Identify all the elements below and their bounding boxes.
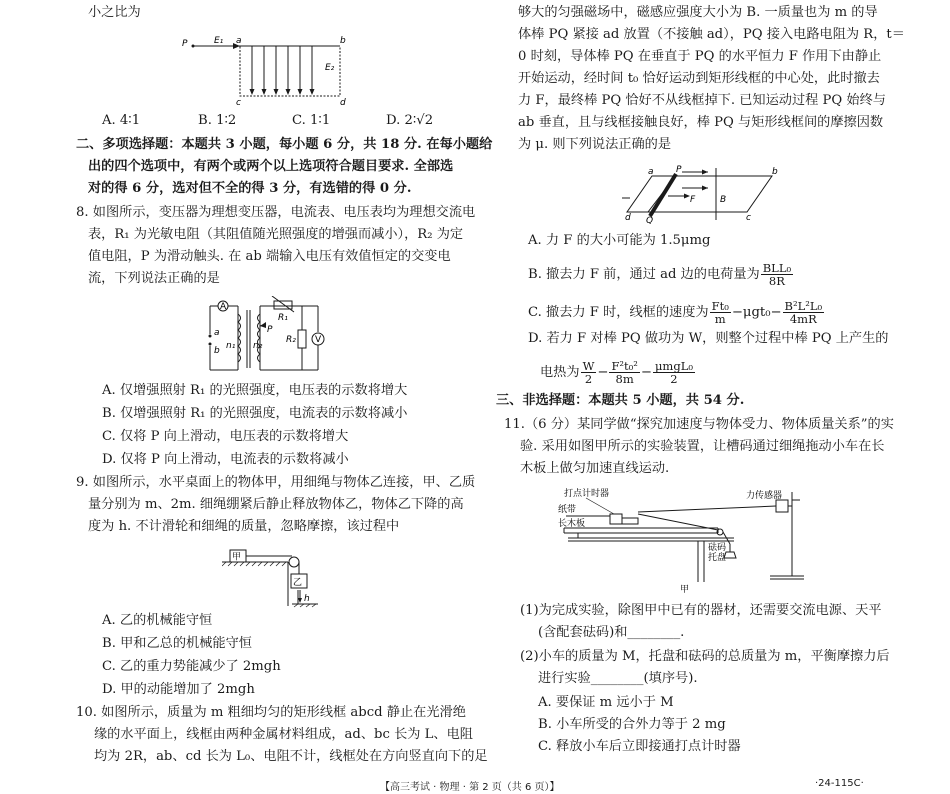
q10-option-c [528, 300, 825, 325]
q10-b-denominator: 8R [768, 274, 785, 288]
q10-line3: 均为 2R，ab、cd 长为 L₀、电阻不计，线框处在方向竖直向下的足 [94, 749, 488, 764]
q9-line1: 9. 如图所示，水平桌面上的物体甲，用细绳与物体乙连接，甲、乙质 [76, 475, 476, 490]
q10-cont-line4: 开始运动，经时间 t₀ 恰好运动到矩形线框的中心处，此时撤去 [518, 71, 880, 86]
q9-height-label: h [304, 594, 310, 604]
q10-c-fraction2 [783, 300, 825, 325]
q11-part2-line2: 进行实验________(填序号). [538, 671, 698, 686]
q8-option-b: B. 仅增强照射 R₁ 的光照强度，电流表的示数将减小 [102, 406, 408, 421]
q9-block-yi-label: 乙 [293, 578, 303, 588]
q10-cont-line7: 为 μ. 则下列说法正确的是 [518, 137, 672, 152]
q10-option-c-text: C. 撤去力 F 时，线框的速度为 [528, 305, 709, 320]
q10-label-a: a [648, 167, 654, 177]
q10-c-fraction1 [710, 300, 731, 325]
q10-option-b [528, 262, 794, 287]
q7-option-b: B. 1∶2 [198, 113, 237, 128]
q11-option-a: A. 要保证 m 远小于 M [538, 695, 674, 710]
q7-stem-tail: 小之比为 [88, 5, 141, 20]
section2-line1: 二、多项选择题：本题共 3 小题，每小题 6 分，共 18 分. 在每小题给 [76, 137, 493, 152]
q10-c-f2-num: B²L²L₀ [784, 299, 823, 313]
q10-label-F: F [690, 195, 696, 205]
q10-label-P: P [676, 165, 682, 175]
q9-option-c: C. 乙的重力势能减少了 2mgh [102, 659, 281, 674]
q10-option-d-line2 [540, 360, 696, 385]
q10-c-middle: −μgt₀− [731, 305, 782, 320]
q10-d-minus1: − [597, 365, 609, 380]
q10-cont-line6: ab 垂直，且与线框接触良好，棒 PQ 与矩形线框间的摩擦因数 [518, 115, 884, 130]
q9-block-jia-label: 甲 [232, 552, 242, 563]
section2-line3: 对的得 6 分，选对但不全的得 3 分，有选错的得 0 分. [88, 181, 412, 196]
q7-label-P: P [182, 39, 188, 49]
q8-n2-label: n₂ [253, 341, 263, 351]
voltmeter-label: V [315, 335, 322, 345]
q10-d-fraction3 [653, 360, 695, 385]
q10-label-c: c [746, 213, 751, 223]
ammeter-label: A [220, 302, 227, 312]
q9-pulley-figure [222, 546, 322, 608]
q8-option-d: D. 仅将 P 向上滑动，电流表的示数将减小 [102, 452, 349, 467]
q10-option-b-fraction [761, 262, 793, 287]
q7-label-a: a [236, 36, 242, 46]
q10-cont-line2: 体棒 PQ 紧接 ad 放置（不接触 ad），PQ 接入电路电阻为 R，t＝ [518, 27, 905, 42]
q11-line3: 木板上做匀加速直线运动. [520, 461, 670, 476]
q9-option-b: B. 甲和乙总的机械能守恒 [102, 636, 252, 651]
q10-option-b-text: B. 撤去力 F 前，通过 ad 边的电荷量为 [528, 267, 760, 282]
section2-line2: 出的四个选项中，有两个或两个以上选项符合题目要求. 全部选 [88, 159, 454, 174]
q7-option-a: A. 4∶1 [102, 113, 141, 128]
q11-part1-line1: (1)为完成实验，除图甲中已有的器材，还需要交流电源、天平 [520, 603, 882, 618]
q10-label-B: B [720, 195, 727, 205]
q11-apparatus-figure [558, 486, 808, 594]
q10-d-f2-den: 8m [615, 372, 634, 386]
q8-option-a: A. 仅增强照射 R₁ 的光照强度，电压表的示数将增大 [102, 383, 408, 398]
q10-line2: 缘的水平面上，线框由两种金属材料组成，ad、bc 长为 L、电阻 [94, 727, 473, 742]
q11-tape-label: 纸带 [558, 505, 577, 515]
q10-label-d: d [625, 213, 631, 223]
q11-line2: 验. 采用如图甲所示的实验装置，让槽码通过细绳拖动小车在长 [520, 439, 885, 454]
q10-d-text: 电热为 [540, 365, 580, 380]
q10-d-f2-num: F²t₀² [611, 359, 638, 373]
q7-label-c: c [236, 98, 241, 106]
q10-c-f2-den: 4mR [789, 312, 817, 326]
q8-terminal-b: b [214, 346, 220, 356]
q8-option-c: C. 仅将 P 向上滑动，电压表的示数将增大 [102, 429, 349, 444]
q10-d-f3-num: μmgL₀ [654, 359, 693, 373]
q7-label-d: d [340, 98, 346, 106]
q7-option-d: D. 2∶√2 [386, 113, 434, 128]
q7-field-figure [180, 34, 370, 106]
q10-cont-line5: 力 F，最终棒 PQ 恰好不从线框掉下. 已知运动过程 PQ 始终与 [518, 93, 886, 108]
page-code: ·24-115C· [815, 778, 864, 789]
q11-part2-line1: (2)小车的质量为 M，托盘和砝码的总质量为 m，平衡摩擦力后 [520, 649, 890, 664]
q8-P-label: P [267, 325, 273, 335]
q10-d-minus2: − [640, 365, 652, 380]
q11-timer-label: 打点计时器 [564, 489, 610, 499]
q10-d-f3-den: 2 [670, 372, 678, 386]
q9-line3: 度为 h. 不计滑轮和细绳的质量，忽略摩擦，该过程中 [88, 519, 400, 534]
q10-d-fraction1 [581, 360, 597, 385]
section3-heading: 三、非选择题：本题共 5 小题，共 54 分. [496, 393, 745, 408]
q10-c-f1-num: Ft₀ [711, 299, 729, 313]
page-footer: 【高三考试 · 物理 · 第 2 页（共 6 页）】 [380, 782, 560, 793]
q7-label-b: b [340, 36, 346, 46]
q8-line3: 值电阻，P 为滑动触头. 在 ab 端输入电压有效值恒定的交变电 [88, 249, 451, 264]
q11-part1-line2: (含配套砝码)和________. [538, 625, 685, 640]
q9-option-d: D. 甲的动能增加了 2mgh [102, 682, 255, 697]
q10-label-b: b [772, 167, 778, 177]
q11-sensor-label: 力传感器 [746, 491, 783, 501]
q8-line1: 8. 如图所示，变压器为理想变压器，电流表、电压表均为理想交流电 [76, 205, 476, 220]
q11-option-c: C. 释放小车后立即接通打点计时器 [538, 739, 741, 754]
q11-board-label: 长木板 [558, 519, 586, 529]
q9-option-a: A. 乙的机械能守恒 [102, 613, 213, 628]
q8-transformer-circuit [198, 296, 338, 378]
q10-cont-line1: 够大的匀强磁场中，磁感应强度大小为 B. 一质量也为 m 的导 [518, 5, 878, 20]
q10-cont-line3: 0 时刻，导体棒 PQ 在垂直于 PQ 的水平恒力 F 作用下由静止 [518, 49, 882, 64]
q10-d-f1-den: 2 [584, 372, 593, 386]
q10-option-a: A. 力 F 的大小可能为 1.5μmg [528, 233, 711, 248]
q7-label-E1: E₁ [214, 36, 224, 46]
q10-frame-figure [622, 162, 782, 224]
q8-terminal-a: a [214, 328, 220, 338]
q8-R2-label: R₂ [286, 335, 296, 345]
q8-line4: 流，下列说法正确的是 [88, 271, 220, 286]
q8-R1-label: R₁ [278, 313, 288, 323]
q10-d-fraction2 [609, 360, 639, 385]
q11-figure-caption: 甲 [680, 585, 690, 594]
q7-option-c: C. 1∶1 [292, 113, 331, 128]
q10-label-Q: Q [646, 216, 654, 224]
q11-option-b: B. 小车所受的合外力等于 2 mg [538, 717, 726, 732]
q11-tray-label: 托盘 [708, 553, 727, 563]
q10-option-d-line1: D. 若力 F 对棒 PQ 做功为 W，则整个过程中棒 PQ 上产生的 [528, 331, 889, 346]
q8-line2: 表，R₁ 为光敏电阻（其阻值随光照强度的增强而减小），R₂ 为定 [88, 227, 464, 242]
q9-line2: 量分别为 m、2m. 细绳绷紧后静止释放物体乙，物体乙下降的高 [88, 497, 464, 512]
q8-n1-label: n₁ [226, 341, 236, 351]
q10-c-f1-den: m [714, 312, 726, 326]
q10-line1: 10. 如图所示，质量为 m 粗细均匀的矩形线框 abcd 静止在光滑绝 [76, 705, 466, 720]
q10-d-f1-num: W [582, 359, 595, 373]
q11-weights-label: 砝码 [708, 543, 727, 553]
q11-line1: 11.（6 分）某同学做“探究加速度与物体受力、物体质量关系”的实 [504, 417, 894, 432]
q10-b-numerator: BLL₀ [762, 261, 792, 275]
q7-label-E2: E₂ [325, 63, 335, 73]
